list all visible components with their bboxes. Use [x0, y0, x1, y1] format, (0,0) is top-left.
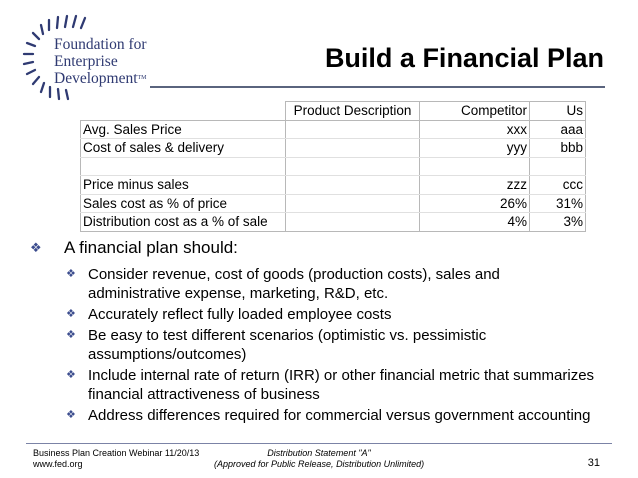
row-description [286, 213, 420, 232]
sub-bullet [66, 305, 620, 324]
row-description [286, 157, 420, 176]
table-row [81, 120, 586, 139]
sub-bullet-line: assumptions/outcomes) [88, 346, 247, 363]
header-cell-us: Us [530, 102, 586, 121]
row-label: Distribution cost as a % of sale [81, 213, 286, 232]
row-competitor: yyy [420, 139, 530, 158]
row-description [286, 139, 420, 158]
row-us [530, 157, 586, 176]
table-header-row [81, 102, 586, 121]
table-row [81, 176, 586, 195]
row-us: aaa [530, 120, 586, 139]
row-label: Price minus sales [81, 176, 286, 195]
row-competitor: xxx [420, 120, 530, 139]
diamond-bullet-icon: ❖ [30, 240, 42, 255]
sub-bullet [66, 366, 620, 404]
logo-text [54, 36, 147, 87]
footer-distribution [214, 448, 424, 470]
table-row [81, 157, 586, 176]
footer-approval-note: (Approved for Public Release, Distribution Unlimited) [214, 459, 425, 469]
logo-line-1: Foundation for [54, 36, 147, 53]
sub-bullet-line: Accurately reflect fully loaded employee costs [88, 306, 392, 323]
fed-logo [14, 12, 149, 104]
row-competitor: 26% [420, 194, 530, 213]
sub-bullet-line: administrative expense, marketing, R&D, etc. [88, 285, 389, 302]
row-us: 3% [530, 213, 586, 232]
footer-left [33, 448, 199, 470]
page-number: 31 [587, 457, 600, 469]
row-label: Cost of sales & delivery [81, 139, 286, 158]
sub-bullet [66, 265, 620, 303]
footer-website: www.fed.org [33, 459, 83, 469]
logo-line-3: Development [54, 70, 138, 87]
row-us: bbb [530, 139, 586, 158]
trademark: TM [137, 75, 147, 81]
diamond-bullet-icon: ❖ [66, 329, 76, 341]
diamond-bullet-icon: ❖ [66, 268, 76, 280]
sub-bullet-text [88, 326, 486, 364]
table-row [81, 139, 586, 158]
diamond-bullet-icon: ❖ [66, 308, 76, 320]
row-label: Sales cost as % of price [81, 194, 286, 213]
diamond-bullet-icon: ❖ [66, 369, 76, 381]
title-divider [150, 86, 605, 88]
row-competitor: zzz [420, 176, 530, 195]
row-us: 31% [530, 194, 586, 213]
table-row [81, 194, 586, 213]
row-description [286, 120, 420, 139]
sub-bullet [66, 326, 620, 364]
footer-webinar: Business Plan Creation Webinar 11/20/13 [33, 448, 200, 458]
sub-bullet-text [88, 366, 594, 404]
header-cell-description: Product Description [286, 102, 420, 121]
row-label [81, 157, 286, 176]
bullet-list [30, 237, 620, 427]
slide-title: Build a Financial Plan [324, 43, 604, 73]
sub-bullet-line: Include internal rate of return (IRR) or other financial metric that summarizes [88, 367, 595, 384]
financial-table [80, 101, 586, 232]
row-competitor [420, 157, 530, 176]
sub-bullet-line: financial attractiveness of business [88, 386, 320, 403]
main-bullet [30, 237, 620, 258]
diamond-bullet-icon: ❖ [66, 409, 76, 421]
sub-bullet-text [88, 265, 500, 303]
sub-bullet-text [88, 406, 590, 425]
row-description [286, 194, 420, 213]
table-row [81, 213, 586, 232]
sub-bullet-text [88, 305, 391, 324]
sub-bullet [66, 406, 620, 425]
row-description [286, 176, 420, 195]
main-bullet-text: A financial plan should: [64, 238, 238, 257]
row-competitor: 4% [420, 213, 530, 232]
sub-bullet-line: Be easy to test different scenarios (optimistic vs. pessimistic [88, 327, 487, 344]
logo-line-2: Enterprise [54, 53, 118, 70]
header-cell-competitor: Competitor [420, 102, 530, 121]
row-us: ccc [530, 176, 586, 195]
footer-distribution-statement: Distribution Statement "A" [267, 448, 371, 458]
sub-bullet-line: Address differences required for commercial versus government accounting [88, 407, 591, 424]
sub-bullet-line: Consider revenue, cost of goods (production costs), sales and [88, 266, 500, 283]
row-label: Avg. Sales Price [81, 120, 286, 139]
header-cell-label [81, 102, 286, 121]
footer-divider [26, 443, 612, 444]
